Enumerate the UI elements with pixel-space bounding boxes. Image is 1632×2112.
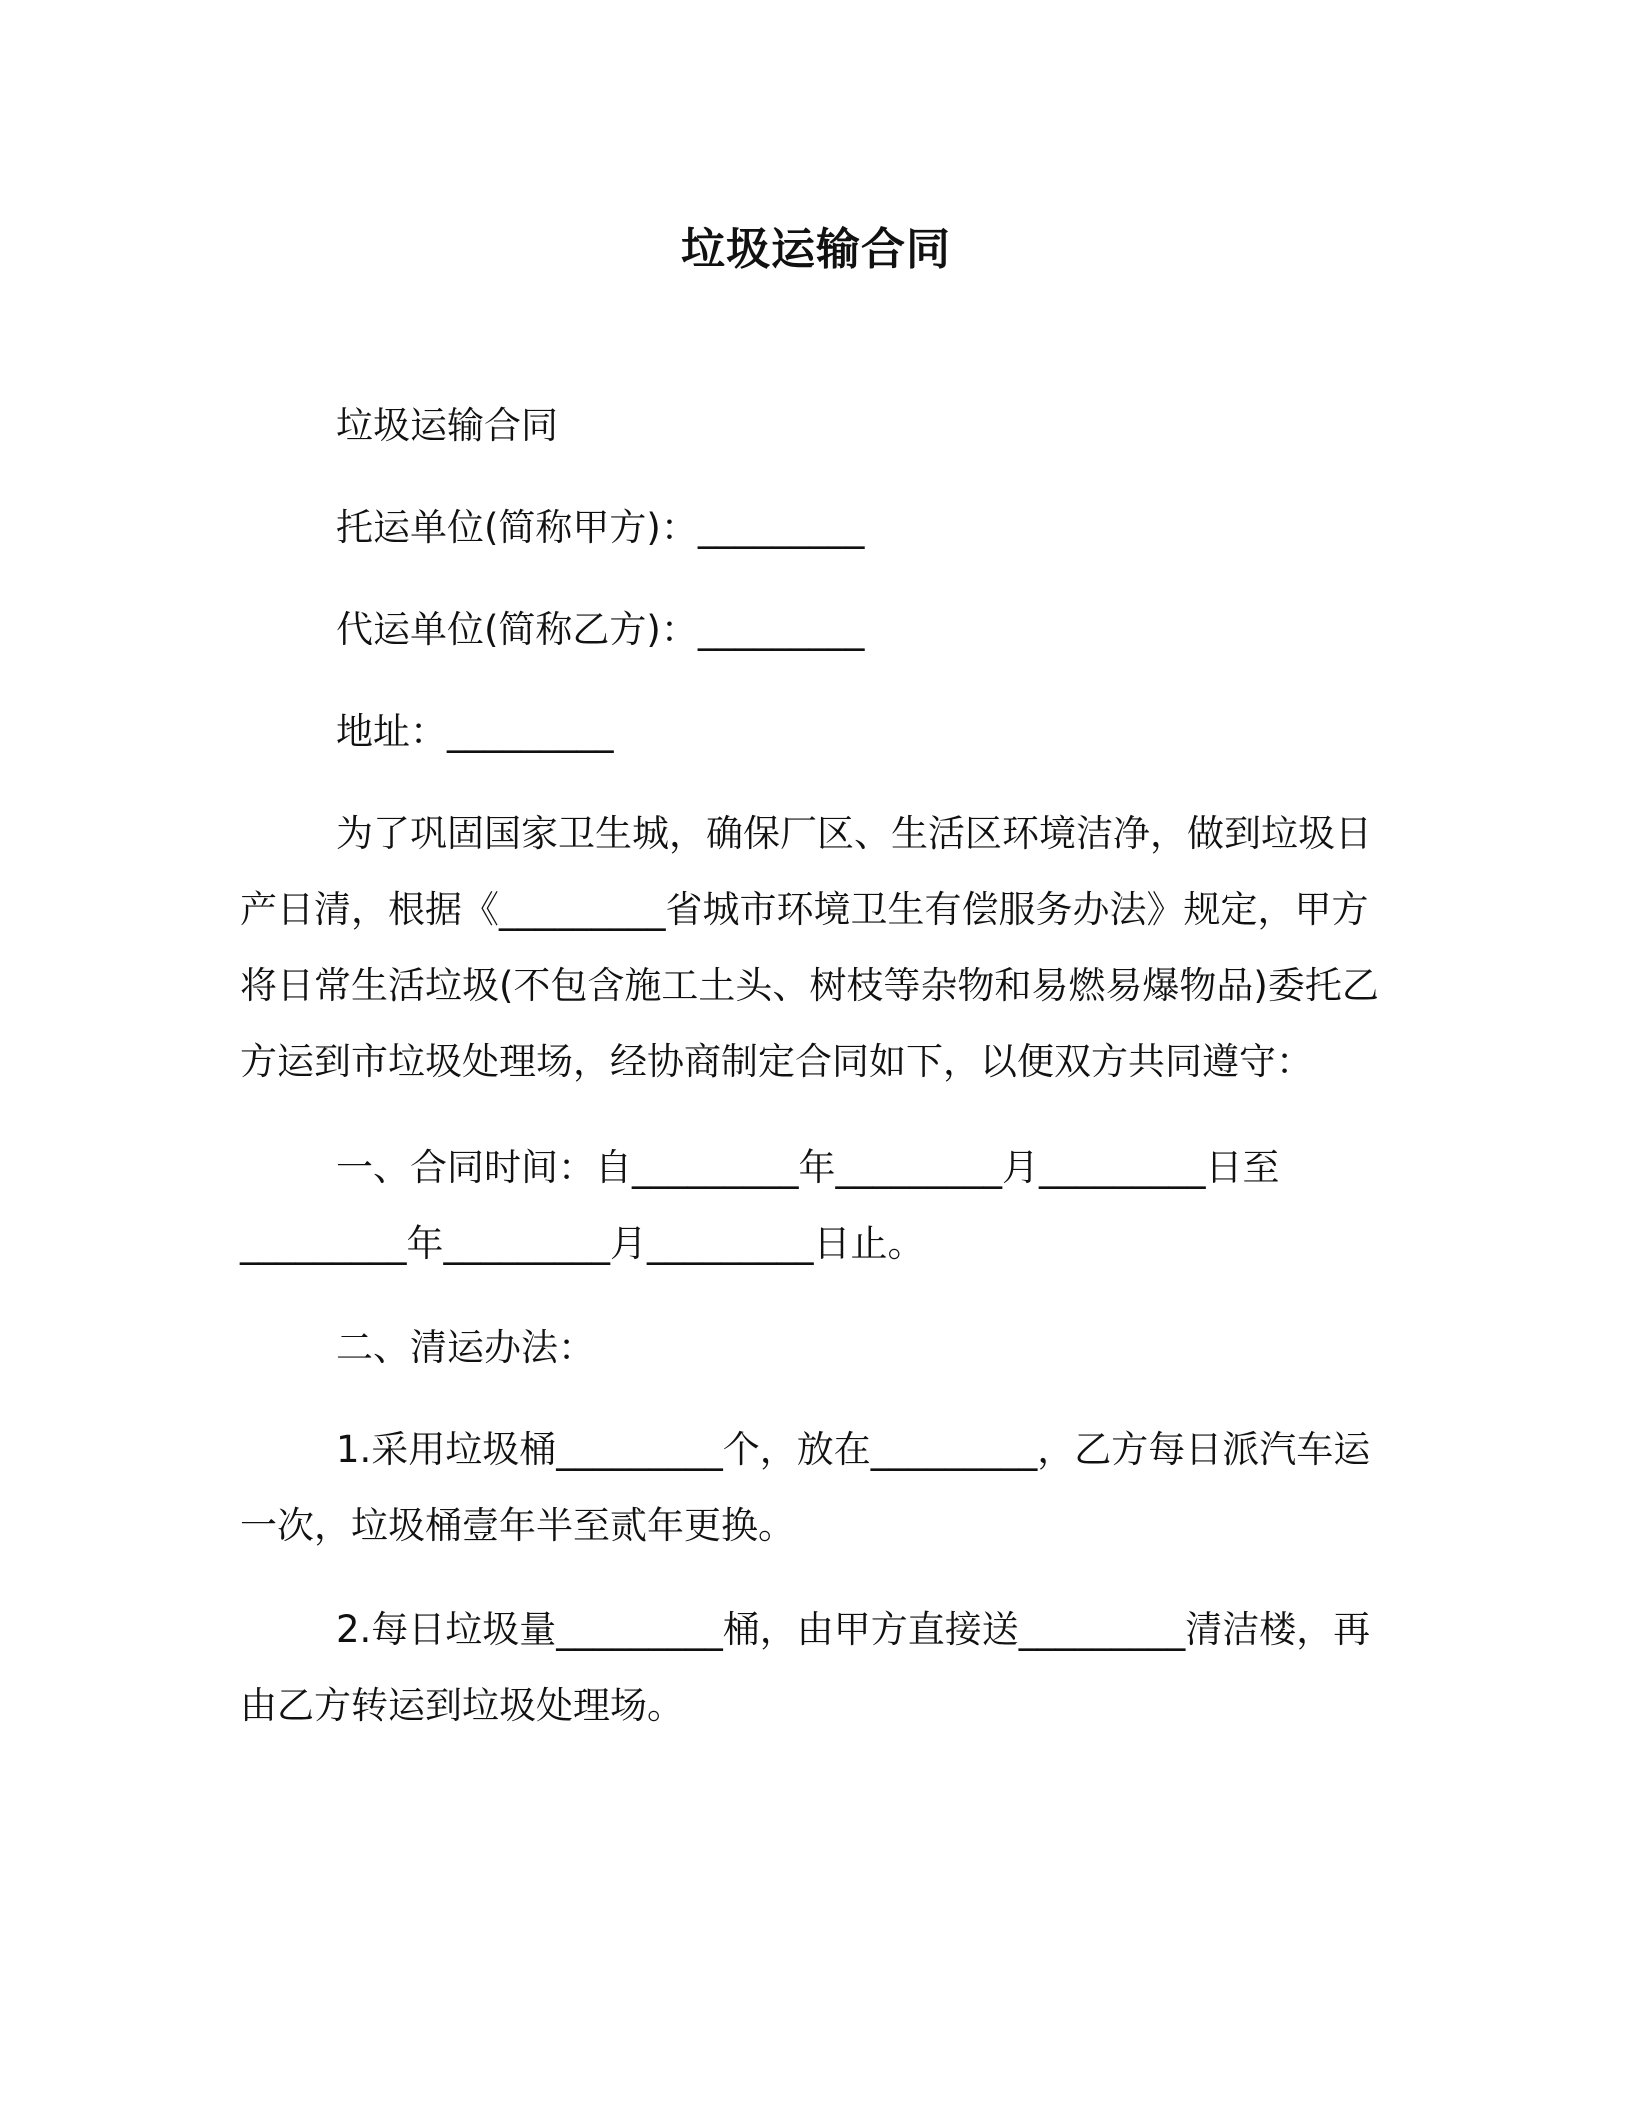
document-title: 垃圾运输合同 [681, 224, 951, 275]
clause-1-bins: 1.采用垃圾桶_________个，放在_________，乙方每日派汽车运一次，垃圾桶壹年半至贰年更换。 [240, 1428, 1371, 1547]
preamble-paragraph: 为了巩固国家卫生城，确保厂区、生活区环境洁净，做到垃圾日产日清，根据《_________省城市环境卫生有偿服务办法》规定，甲方将日常生活垃圾(不包含施工土头、树枝等杂物和易燃易爆物品)委托乙方运到市垃圾处理场，经协商制定合同如下，以便双方共同遵守： [240, 812, 1379, 1083]
consignor-line: 托运单位(简称甲方)：_________ [336, 506, 865, 549]
clause-2-daily-volume: 2.每日垃圾量_________桶，由甲方直接送_________清洁楼，再由乙方转运到垃圾处理场。 [240, 1608, 1371, 1727]
contract-heading: 垃圾运输合同 [336, 404, 558, 447]
clearing-method-heading: 二、清运办法： [336, 1326, 595, 1369]
address-line: 地址：_________ [336, 710, 614, 753]
carrier-line: 代运单位(简称乙方)：_________ [336, 608, 865, 651]
contract-period-clause: 一、合同时间：自_________年_________月_________日至_________年_________月_________日止。 [240, 1146, 1280, 1265]
